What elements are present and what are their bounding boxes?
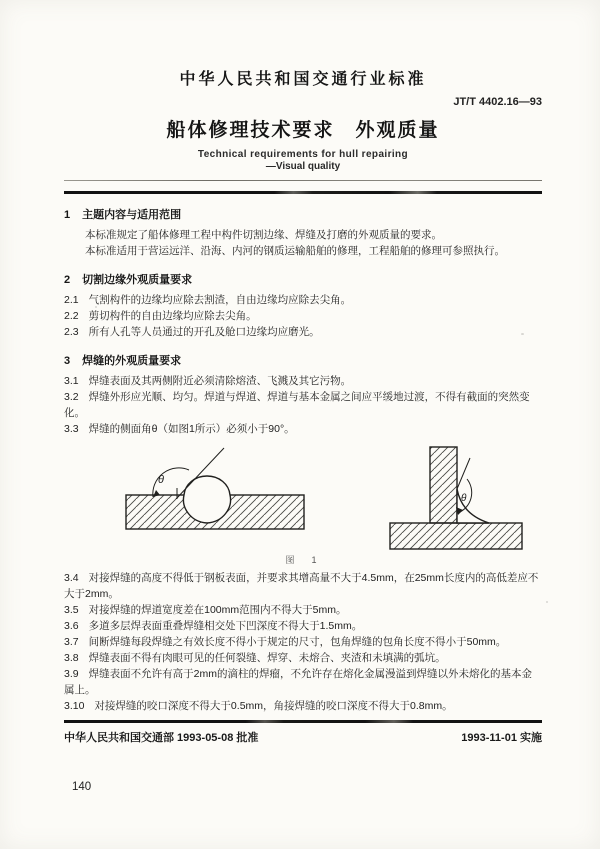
- section-1-paragraph: 本标准适用于营运远洋、沿海、内河的钢质运输船舶的修理，工程船舶的修理可参照执行。: [85, 245, 505, 257]
- section-3-items-b: [64, 570, 542, 714]
- clause-3-4: 3.4 对接焊缝的高度不得低于钢板表面，并要求其增高量不大于4.5mm，在25mm长度内的高低差应不大于2mm。: [64, 572, 539, 600]
- section-1-number: 1: [64, 209, 71, 221]
- scan-speck: [546, 601, 548, 603]
- vertical-member-hatched: [430, 447, 457, 523]
- clause-2-1: 2.1 气割构件的边缘均应除去割渣，自由边缘均应除去尖角。: [64, 294, 352, 306]
- section-1-paragraph: 本标准规定了船体修理工程中构件切割边缘、焊缝及打磨的外观质量的要求。: [85, 229, 442, 241]
- section-1-heading: [64, 207, 542, 223]
- angle-theta-label: θ: [158, 474, 164, 486]
- clause-3-8: 3.8 焊缝表面不得有肉眼可见的任何裂缝、焊穿、未熔合、夹渣和未填满的弧坑。: [64, 652, 446, 664]
- header-rule-thick: [64, 191, 542, 194]
- clause-2-3: 2.3 所有人孔等人员通过的开孔及舱口边缘均应磨光。: [64, 326, 320, 338]
- scan-speck: [521, 333, 524, 335]
- section-1-title: 主题内容与适用范围: [82, 209, 182, 221]
- clause-2-2: 2.2 剪切构件的自由边缘均应除去尖角。: [64, 310, 257, 322]
- figure-caption: 图 1: [285, 555, 321, 565]
- scan-speck: [95, 306, 97, 308]
- butt-weld-angle-diagram: [120, 443, 312, 551]
- angle-theta-label: θ: [461, 493, 467, 504]
- section-3-number: 3: [64, 355, 71, 367]
- clause-3-3: 3.3 焊缝的侧面角θ（如图1所示）必须小于90°。: [64, 423, 295, 435]
- clause-3-2: 3.2 焊缝外形应光顺、均匀。焊道与焊道、焊道与基本金属之间应平缓地过渡，不得有截面的突然变化。: [64, 391, 530, 419]
- document-title: 船体修理技术要求 外观质量: [166, 120, 440, 141]
- clause-3-7: 3.7 间断焊缝每段焊缝之有效长度不得小于规定的尺寸，包角焊缝的包角长度不得小于50mm。: [64, 636, 507, 648]
- tangent-line: [457, 458, 470, 489]
- section-2-title: 切割边缘外观质量要求: [82, 274, 193, 286]
- implementation-date: 1993-11-01 实施: [461, 732, 542, 744]
- section-3-heading: [64, 353, 542, 369]
- clause-3-9: 3.9 焊缝表面不允许有高于2mm的滴柱的焊瘤，不允许存在熔化金属漫溢到焊缝以外未熔化的基本金属上。: [64, 668, 532, 696]
- scan-speck: [432, 247, 434, 249]
- clause-3-6: 3.6 多道多层焊表面重叠焊缝相交处下凹深度不得大于1.5mm。: [64, 620, 363, 632]
- fillet-weld-angle-diagram: [370, 445, 530, 553]
- section-3-title: 焊缝的外观质量要求: [82, 355, 182, 367]
- header-rule-thin: [64, 180, 542, 181]
- standard-org-title: 中华人民共和国交通行业标准: [179, 71, 427, 88]
- section-3-items-a: [64, 373, 542, 437]
- standard-number: JT/T 4402.16—93: [453, 96, 542, 108]
- document-title-english: Technical requirements for hull repairing: [197, 149, 409, 160]
- figure-1: [64, 443, 542, 553]
- document-subtitle-english: —Visual quality: [265, 161, 341, 172]
- clause-3-1: 3.1 焊缝表面及其两侧附近必须清除熔渣、飞溅及其它污物。: [64, 375, 352, 387]
- section-2-items: [64, 292, 542, 340]
- clause-3-10: 3.10 对接焊缝的咬口深度不得大于0.5mm，角接焊缝的咬口深度不得大于0.8mm。: [64, 700, 453, 712]
- section-2-number: 2: [64, 274, 71, 286]
- clause-3-5: 3.5 对接焊缝的焊道宽度差在100mm范围内不得大于5mm。: [64, 604, 347, 616]
- page-number: 140: [72, 781, 92, 793]
- base-plate-hatched: [390, 523, 522, 549]
- footer: [64, 723, 542, 745]
- section-2-heading: [64, 272, 542, 288]
- approval-statement: 中华人民共和国交通部 1993-05-08 批准: [64, 732, 259, 744]
